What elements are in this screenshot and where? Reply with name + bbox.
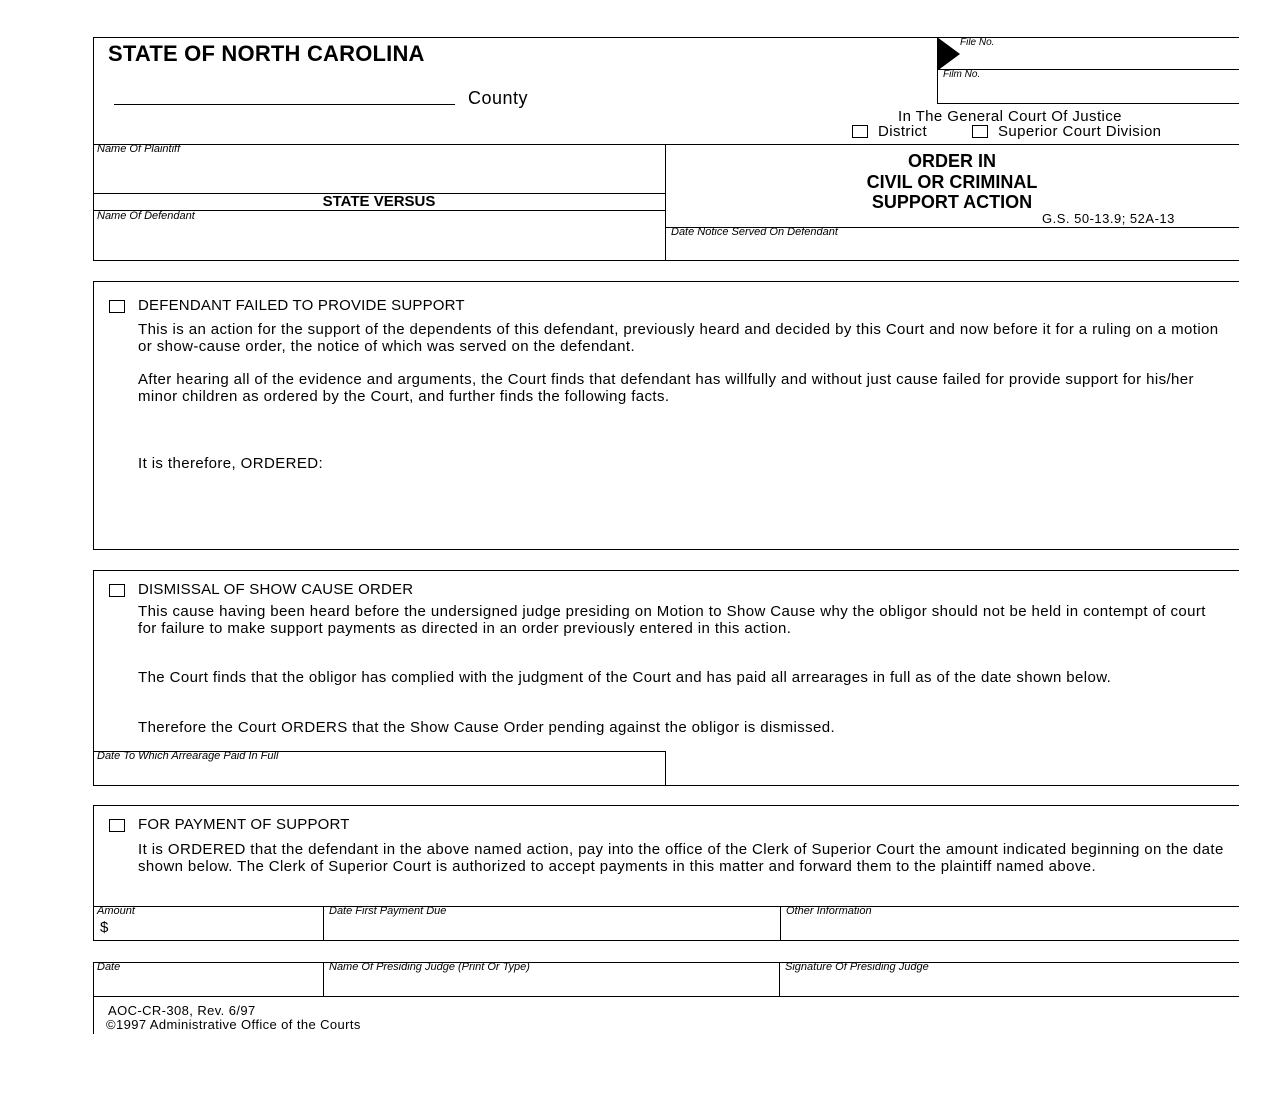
- first-payment-field[interactable]: [326, 919, 777, 938]
- judge-name-field[interactable]: [326, 975, 776, 994]
- arrearage-date-field[interactable]: [95, 765, 663, 784]
- section3-top-border: [93, 805, 1239, 806]
- judge-name-label: Name Of Presiding Judge (Print Or Type): [329, 961, 530, 973]
- film-no-label: Film No.: [943, 69, 981, 80]
- section2-paragraph-2: The Court finds that the obligor has complied with the judgment of the Court and has paid all arrearages in full as of the date shown below.: [138, 669, 1112, 686]
- county-name-line[interactable]: [114, 104, 455, 105]
- section2-checkbox[interactable]: [109, 584, 125, 597]
- state-versus-label: STATE VERSUS: [322, 193, 436, 210]
- signature-divider-2: [779, 962, 780, 996]
- signature-divider-1: [323, 962, 324, 996]
- section3-left-border: [93, 805, 94, 940]
- payment-divider-1: [323, 906, 324, 940]
- section2-left-border: [93, 570, 94, 786]
- file-no-line[interactable]: [937, 69, 1239, 70]
- section2-top-border: [93, 570, 1239, 571]
- title-line-1: ORDER IN: [907, 151, 996, 171]
- section1-paragraph-2: After hearing all of the evidence and arguments, the Court finds that defendant has willfully and without just cause failed for provide support for his/her minor children as ordered by the Court, and further finds the following facts.: [138, 371, 1194, 405]
- section1-checkbox[interactable]: [109, 300, 125, 313]
- first-payment-label: Date First Payment Due: [329, 905, 447, 917]
- section3-paragraph-1: It is ORDERED that the defendant in the above named action, pay into the office of the Clerk of Superior Court the amount indicated beginning on the date shown below. The Clerk of Superior Court is authorized to accept payments in this matter and forward them to the plaintiff named above.: [138, 841, 1224, 875]
- section1-paragraph-3: It is therefore, ORDERED:: [138, 455, 324, 472]
- other-info-field[interactable]: [783, 919, 1237, 938]
- plaintiff-field[interactable]: [95, 158, 663, 192]
- section1-top-border: [93, 281, 1239, 282]
- judge-signature-label: Signature Of Presiding Judge: [785, 961, 929, 973]
- section3-checkbox[interactable]: [109, 819, 125, 832]
- parties-top-border: [93, 144, 1239, 145]
- date-notice-label: Date Notice Served On Defendant: [671, 226, 838, 238]
- title-line-2: CIVIL OR CRIMINAL: [866, 172, 1038, 192]
- arrow-marker-icon: [937, 37, 961, 71]
- footer-left-border: [93, 996, 94, 1034]
- title-line-3: SUPPORT ACTION: [871, 192, 1033, 212]
- payment-fields-top-line: [93, 906, 1239, 907]
- district-label: District: [878, 123, 928, 140]
- county-label: County: [468, 88, 529, 108]
- section1-left-border: [93, 281, 94, 550]
- section2-title: DISMISSAL OF SHOW CAUSE ORDER: [138, 581, 414, 598]
- section2-paragraph-3: Therefore the Court ORDERS that the Show Cause Order pending against the obligor is dismissed.: [138, 719, 836, 736]
- superior-court-checkbox[interactable]: [972, 125, 988, 138]
- date-label: Date: [97, 961, 121, 973]
- plaintiff-label: Name Of Plaintiff: [97, 143, 181, 155]
- section2-bottom-border: [93, 785, 1239, 786]
- arrearage-date-label: Date To Which Arrearage Paid In Full: [97, 750, 279, 762]
- defendant-field[interactable]: [95, 225, 663, 259]
- other-info-label: Other Information: [786, 905, 872, 917]
- section2-paragraph-1: This cause having been heard before the undersigned judge presiding on Motion to Show Cause why the obligor should not be held in contempt of court for failure to make support payments as directed in an order previously entered in this action.: [138, 603, 1206, 637]
- film-no-line[interactable]: [937, 103, 1239, 104]
- parties-divider: [665, 144, 666, 261]
- section1-paragraph-1: This is an action for the support of the dependents of this defendant, previously heard and decided by this Court and now before it for a ruling on a motion or show-cause order, the notice of which was served on the defendant.: [138, 321, 1219, 355]
- judge-signature-field[interactable]: [782, 975, 1237, 994]
- parties-bottom-border: [93, 260, 665, 261]
- superior-court-label: Superior Court Division: [998, 123, 1162, 140]
- state-heading: STATE OF NORTH CAROLINA: [108, 41, 425, 66]
- defendant-label: Name Of Defendant: [97, 210, 195, 222]
- signature-top-line: [93, 962, 1239, 963]
- date-field[interactable]: [95, 975, 321, 994]
- section3-bottom-border: [93, 940, 1239, 941]
- statute-reference: G.S. 50-13.9; 52A-13: [1042, 211, 1175, 226]
- file-no-label: File No.: [960, 37, 995, 48]
- district-checkbox[interactable]: [852, 125, 868, 138]
- title-bottom-border: [665, 260, 1239, 261]
- signature-bottom-line: [93, 996, 1239, 997]
- header-top-border: [93, 37, 1239, 38]
- section1-bottom-border: [93, 549, 1239, 550]
- court-label: In The General Court Of Justice: [898, 108, 1122, 125]
- date-notice-field[interactable]: [667, 241, 1237, 259]
- dollar-sign: $: [100, 919, 109, 936]
- signature-left-border: [93, 962, 94, 996]
- form-number: AOC-CR-308, Rev. 6/97: [108, 1003, 256, 1018]
- section3-title: FOR PAYMENT OF SUPPORT: [138, 816, 350, 833]
- amount-label: Amount: [97, 905, 135, 917]
- copyright: ©1997 Administrative Office of the Courts: [106, 1017, 361, 1032]
- payment-divider-2: [780, 906, 781, 940]
- header-left-border: [93, 37, 94, 261]
- arrearage-date-divider: [665, 751, 666, 786]
- section1-title: DEFENDANT FAILED TO PROVIDE SUPPORT: [138, 297, 465, 314]
- amount-field[interactable]: [114, 919, 320, 938]
